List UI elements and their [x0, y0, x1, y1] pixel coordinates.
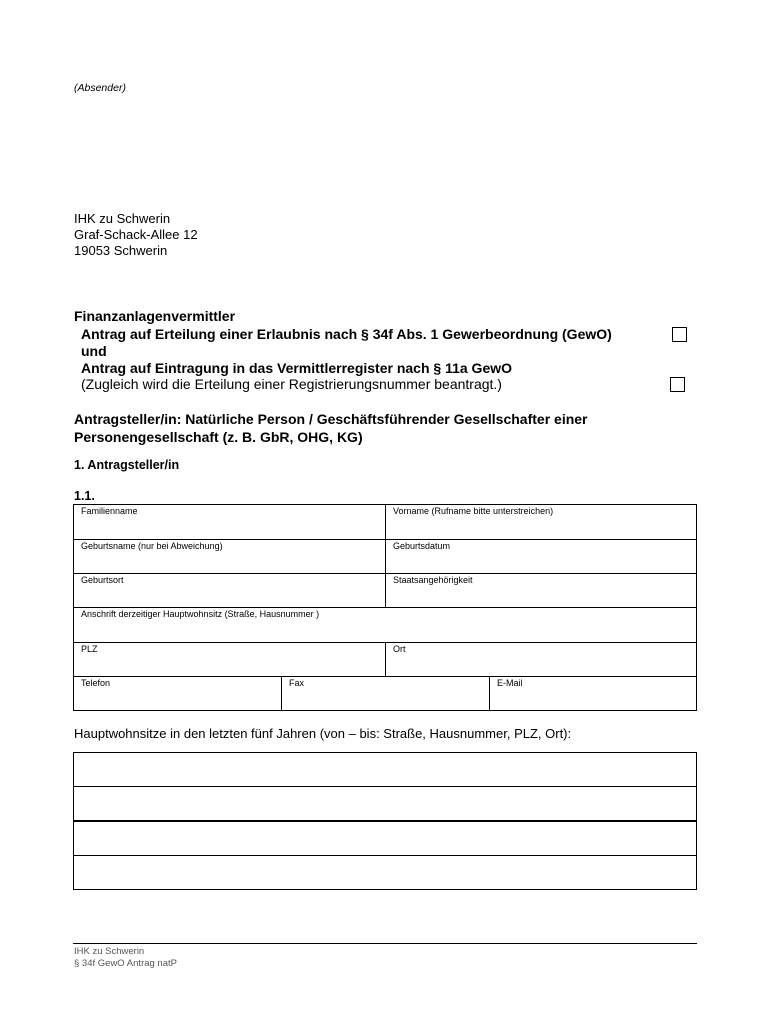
request-registration-number-text: (Zugleich wird die Erteilung einer Registrierungsnummer beantragt.) — [81, 376, 502, 392]
geburtsort-field[interactable] — [73, 573, 386, 608]
fax-label: Fax — [289, 678, 305, 688]
recipient-street: Graf-Schack-Allee 12 — [74, 227, 198, 242]
staatsangehoerigkeit-label: Staatsangehörigkeit — [393, 575, 473, 585]
email-field[interactable] — [489, 676, 697, 711]
vorname-label: Vorname (Rufname bitte unterstreichen) — [393, 506, 554, 516]
geburtsname-label: Geburtsname (nur bei Abweichung) — [81, 541, 223, 551]
geburtsname-field[interactable] — [73, 539, 386, 574]
request-permission-text: Antrag auf Erteilung einer Erlaubnis nach § 34f Abs. 1 Gewerbeordnung (GewO) — [81, 326, 612, 342]
register-checkbox[interactable] — [670, 377, 685, 392]
form-title: Finanzanlagenvermittler — [74, 308, 236, 324]
recipient-name: IHK zu Schwerin — [74, 211, 171, 226]
footer-divider — [73, 943, 697, 944]
geburtsort-label: Geburtsort — [81, 575, 124, 585]
ort-field[interactable] — [385, 642, 697, 677]
plz-field[interactable] — [73, 642, 386, 677]
residence-history-row-3[interactable] — [73, 821, 697, 856]
vorname-field[interactable] — [385, 504, 697, 540]
staatsangehoerigkeit-field[interactable] — [385, 573, 697, 608]
footer — [74, 946, 177, 970]
footer-organization: IHK zu Schwerin — [74, 946, 145, 957]
recipient-address — [74, 211, 198, 259]
anschrift-field[interactable] — [73, 607, 697, 643]
sender-label: (Absender) — [74, 82, 126, 94]
ort-label: Ort — [393, 644, 406, 654]
section-1-heading: 1. Antragsteller/in — [74, 458, 180, 472]
footer-document-id: § 34f GewO Antrag natP — [74, 958, 177, 969]
telefon-label: Telefon — [81, 678, 111, 688]
residence-history-row-4[interactable] — [73, 855, 697, 890]
plz-label: PLZ — [81, 644, 98, 654]
familienname-field[interactable] — [73, 504, 386, 540]
applicant-heading: Antragsteller/in: Natürliche Person / Geschäftsführender Gesellschafter einer Personengesellschaft (z. B. GbR, OHG, KG) — [74, 411, 588, 445]
anschrift-label: Anschrift derzeitiger Hauptwohnsitz (Straße, Hausnummer ) — [81, 609, 320, 619]
geburtsdatum-label: Geburtsdatum — [393, 541, 451, 551]
permission-checkbox[interactable] — [672, 327, 687, 342]
email-label: E-Mail — [497, 678, 523, 688]
familienname-label: Familienname — [81, 506, 138, 516]
residence-history-row-2[interactable] — [73, 786, 697, 821]
recipient-city: 19053 Schwerin — [74, 243, 168, 258]
fax-field[interactable] — [281, 676, 490, 711]
telefon-field[interactable] — [73, 676, 282, 711]
section-1-1-heading: 1.1. — [74, 489, 95, 503]
request-register-text: Antrag auf Eintragung in das Vermittlerregister nach § 11a GewO — [81, 360, 513, 376]
residence-history-row-1[interactable] — [73, 752, 697, 787]
residence-history-question: Hauptwohnsitze in den letzten fünf Jahren (von – bis: Straße, Hausnummer, PLZ, Ort): — [74, 726, 572, 741]
request-and-text: und — [81, 343, 107, 359]
geburtsdatum-field[interactable] — [385, 539, 697, 574]
